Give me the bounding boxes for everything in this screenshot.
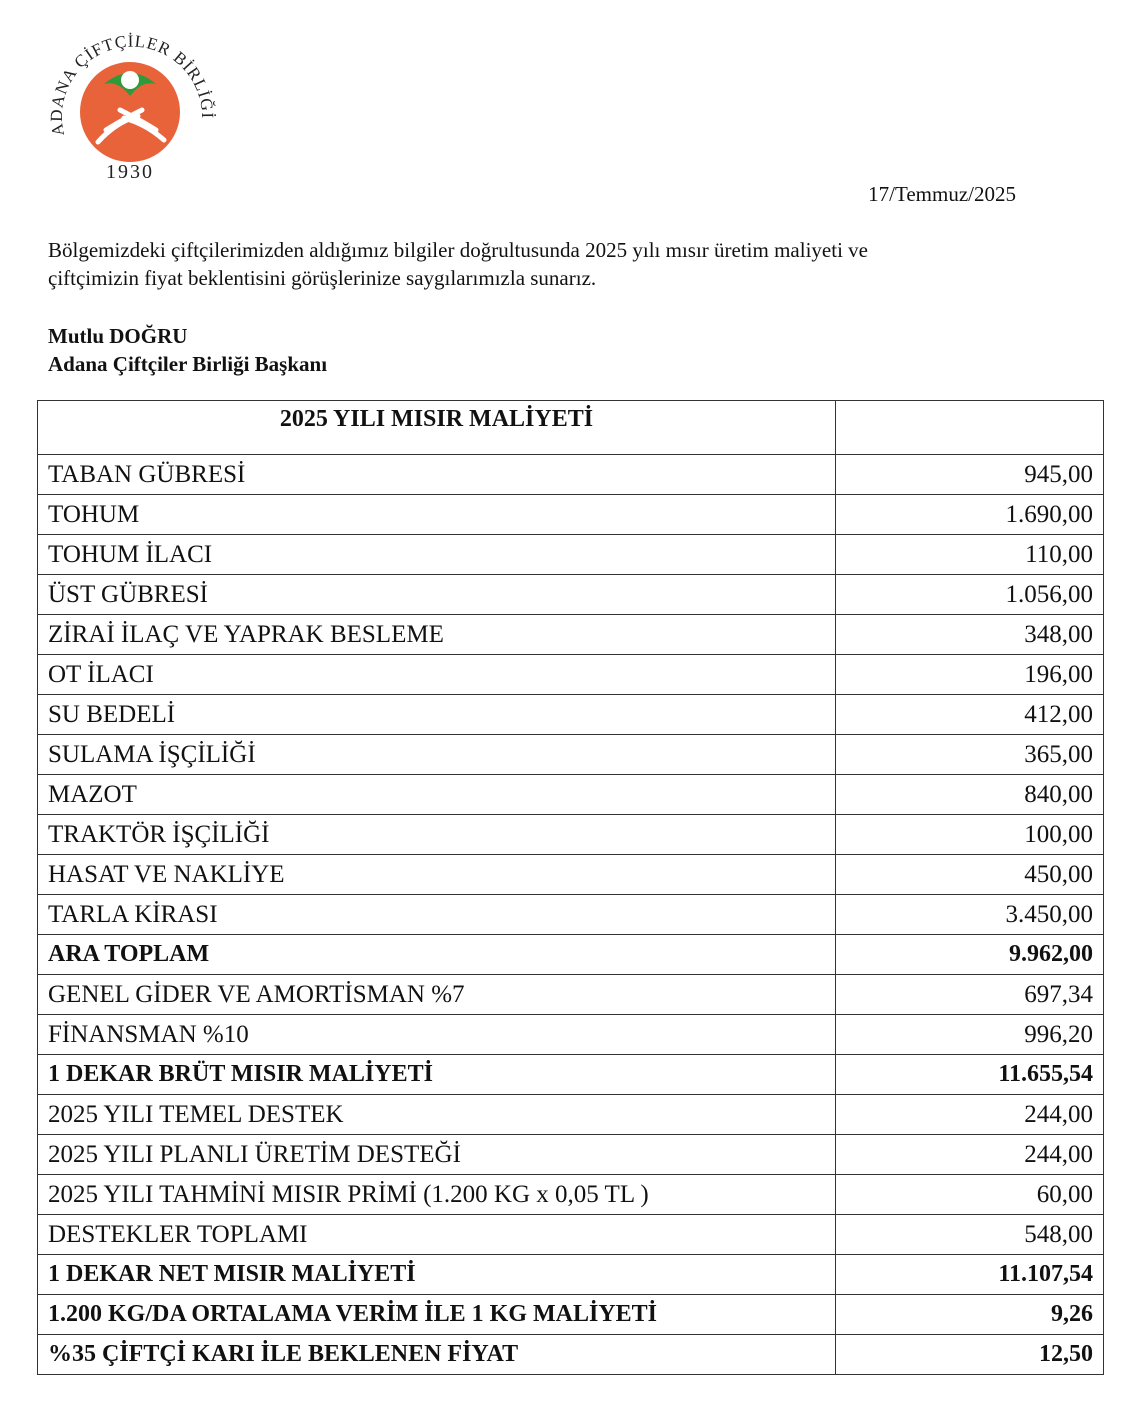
row-value: 945,00	[836, 455, 1104, 495]
row-value: 697,34	[836, 975, 1104, 1015]
row-value: 244,00	[836, 1095, 1104, 1135]
table-row	[38, 975, 1104, 1015]
row-value: 12,50	[836, 1335, 1104, 1375]
row-value: 3.450,00	[836, 895, 1104, 935]
row-value: 548,00	[836, 1215, 1104, 1255]
signer-block	[48, 322, 327, 378]
row-value: 11.107,54	[836, 1255, 1104, 1295]
table-row	[38, 735, 1104, 775]
table-row	[38, 1015, 1104, 1055]
table-row	[38, 695, 1104, 735]
table-row	[38, 895, 1104, 935]
table-row	[38, 935, 1104, 975]
row-value: 9.962,00	[836, 935, 1104, 975]
row-value: 11.655,54	[836, 1055, 1104, 1095]
row-label: HASAT VE NAKLİYE	[38, 855, 836, 895]
row-value: 840,00	[836, 775, 1104, 815]
row-label: SU BEDELİ	[38, 695, 836, 735]
row-value: 1.056,00	[836, 575, 1104, 615]
row-label: OT İLACI	[38, 655, 836, 695]
row-label: %35 ÇİFTÇİ KARI İLE BEKLENEN FİYAT	[38, 1335, 836, 1375]
row-label: TRAKTÖR İŞÇİLİĞİ	[38, 815, 836, 855]
row-value: 244,00	[836, 1135, 1104, 1175]
table-row	[38, 495, 1104, 535]
table-row	[38, 1215, 1104, 1255]
table-row	[38, 1135, 1104, 1175]
table-row	[38, 815, 1104, 855]
table-header-row	[38, 401, 1104, 455]
row-label: DESTEKLER TOPLAMI	[38, 1215, 836, 1255]
table-row	[38, 455, 1104, 495]
table-row	[38, 775, 1104, 815]
row-label: TABAN GÜBRESİ	[38, 455, 836, 495]
row-label: FİNANSMAN %10	[38, 1015, 836, 1055]
logo-cotton-icon	[121, 71, 139, 89]
table-row	[38, 855, 1104, 895]
table-title-value	[836, 401, 1104, 455]
table-row	[38, 1175, 1104, 1215]
row-value: 348,00	[836, 615, 1104, 655]
intro-paragraph	[48, 236, 1088, 292]
cost-table	[37, 400, 1104, 1375]
table-row	[38, 615, 1104, 655]
intro-line-2: çiftçimizin fiyat beklentisini görüşlerinize saygılarımızla sunarız.	[48, 266, 597, 290]
row-label: ARA TOPLAM	[38, 935, 836, 975]
table-row	[38, 655, 1104, 695]
row-label: SULAMA İŞÇİLİĞİ	[38, 735, 836, 775]
row-value: 412,00	[836, 695, 1104, 735]
row-value: 100,00	[836, 815, 1104, 855]
row-label: MAZOT	[38, 775, 836, 815]
row-value: 110,00	[836, 535, 1104, 575]
row-label: 1 DEKAR BRÜT MISIR MALİYETİ	[38, 1055, 836, 1095]
signer-title: Adana Çiftçiler Birliği Başkanı	[48, 352, 328, 376]
row-label: 2025 YILI PLANLI ÜRETİM DESTEĞİ	[38, 1135, 836, 1175]
intro-line-1: Bölgemizdeki çiftçilerimizden aldığımız bilgiler doğrultusunda 2025 yılı mısır üretim maliyeti ve	[48, 238, 868, 262]
table-row	[38, 1055, 1104, 1095]
row-label: TOHUM İLACI	[38, 535, 836, 575]
row-value: 450,00	[836, 855, 1104, 895]
logo-arc-text: ADANA ÇİFTÇİLER BİRLİĞİ	[46, 31, 218, 138]
row-label: GENEL GİDER VE AMORTİSMAN %7	[38, 975, 836, 1015]
table-row	[38, 575, 1104, 615]
row-value: 996,20	[836, 1015, 1104, 1055]
row-label: TOHUM	[38, 495, 836, 535]
row-label: 2025 YILI TAHMİNİ MISIR PRİMİ (1.200 KG x 0,05 TL )	[38, 1175, 836, 1215]
union-emblem-icon	[46, 22, 218, 184]
row-label: ÜST GÜBRESİ	[38, 575, 836, 615]
logo-year: 1930	[106, 161, 154, 183]
row-label: ZİRAİ İLAÇ VE YAPRAK BESLEME	[38, 615, 836, 655]
row-value: 196,00	[836, 655, 1104, 695]
row-label: 1.200 KG/DA ORTALAMA VERİM İLE 1 KG MALİYETİ	[38, 1295, 836, 1335]
row-value: 60,00	[836, 1175, 1104, 1215]
row-label: TARLA KİRASI	[38, 895, 836, 935]
row-value: 1.690,00	[836, 495, 1104, 535]
document-date: 17/Temmuz/2025	[868, 182, 1016, 206]
row-value: 9,26	[836, 1295, 1104, 1335]
table-row	[38, 1255, 1104, 1295]
table-row	[38, 1295, 1104, 1335]
table-title: 2025 YILI MISIR MALİYETİ	[38, 401, 836, 455]
table-row	[38, 535, 1104, 575]
logo	[46, 22, 218, 184]
row-label: 2025 YILI TEMEL DESTEK	[38, 1095, 836, 1135]
table-row	[38, 1095, 1104, 1135]
table-row	[38, 1335, 1104, 1375]
row-label: 1 DEKAR NET MISIR MALİYETİ	[38, 1255, 836, 1295]
signer-name: Mutlu DOĞRU	[48, 324, 188, 348]
row-value: 365,00	[836, 735, 1104, 775]
